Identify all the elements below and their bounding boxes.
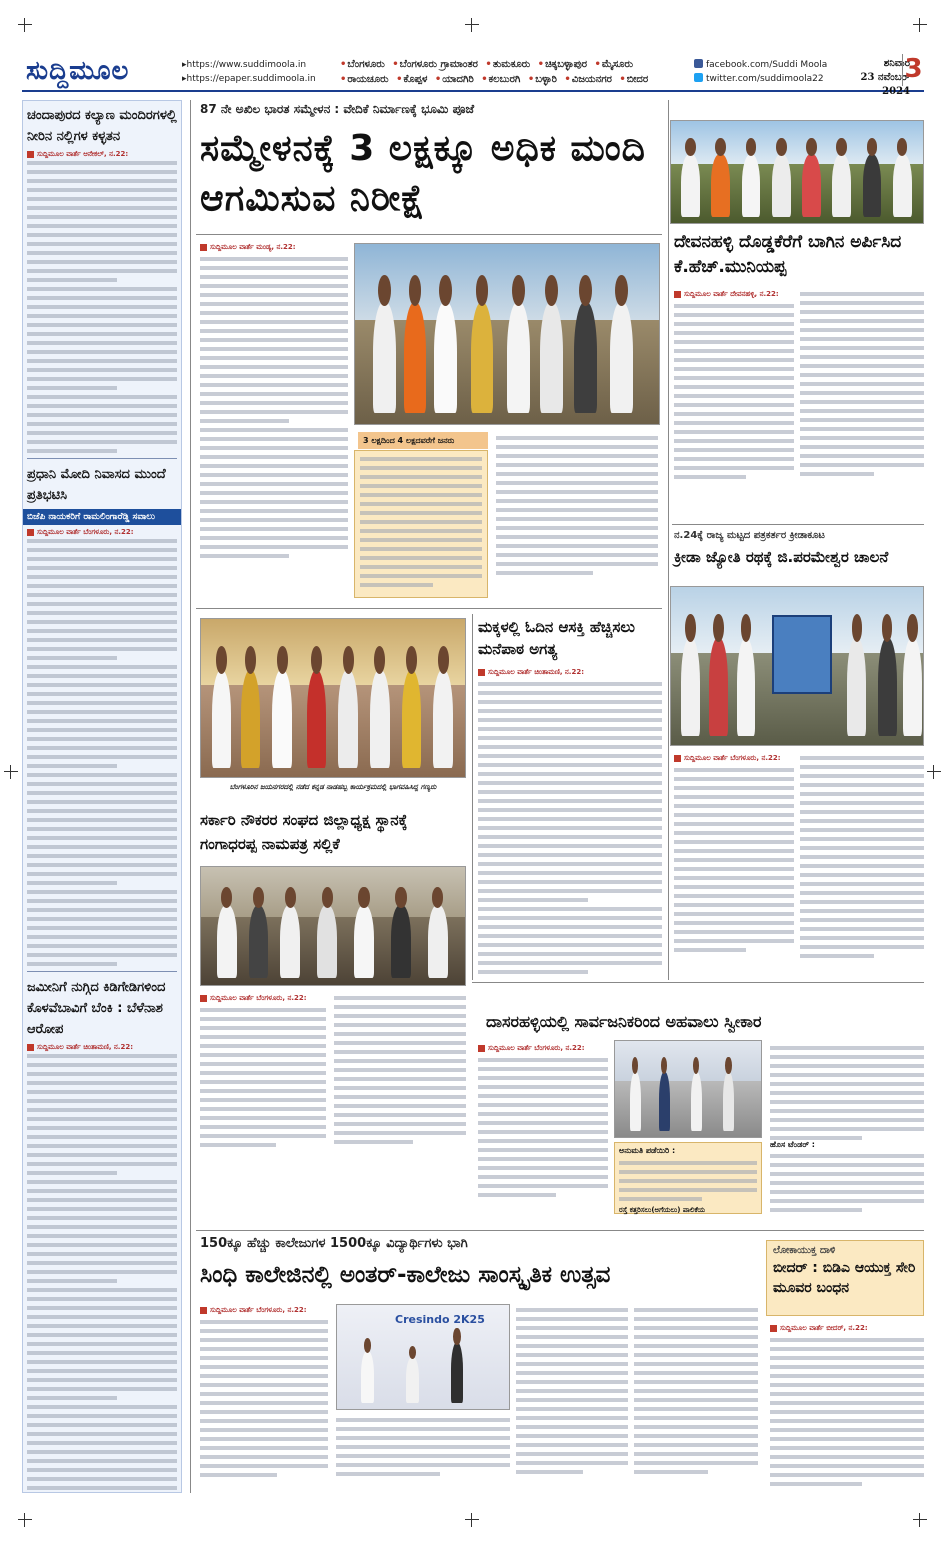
dasara-body-col3 bbox=[770, 1046, 924, 1145]
right-photo-garlands bbox=[670, 120, 924, 224]
left-story3-headline: ಜಮೀನಿಗೆ ನುಗ್ಗಿದ ಕಿಡಿಗೇಡಿಗಳಿಂದ ಕೊಳವೆಬಾವಿಗೆ ಬೆಂಕಿ : ಬೆಳೆನಾಶ ಆರೋಪ bbox=[27, 980, 166, 1037]
facebook-icon bbox=[694, 59, 703, 68]
town: • ಮೈಸೂರು bbox=[595, 59, 634, 70]
dasara-dateline: ಸುದ್ದಿಮೂಲ ವಾರ್ತೆ ಬೆಂಗಳೂರು, ನ.22: bbox=[478, 1044, 585, 1053]
children-headline: ಮಕ್ಕಳಲ್ಲಿ ಓದಿನ ಆಸಕ್ತಿ ಹೆಚ್ಚಿಸಲು ಮನೆಪಾಠ ಅಗತ್ಯ bbox=[478, 618, 635, 658]
dasara-tip-label: ಹೊಸ ಟೆಂಡರ್ : bbox=[770, 1140, 816, 1149]
right2-photo bbox=[670, 586, 924, 746]
bidar-box bbox=[766, 1240, 924, 1316]
right1-dateline: ಸುದ್ದಿಮೂಲ ವಾರ್ತೆ ದೇವನಹಳ್ಳಿ, ನ.22: bbox=[674, 290, 779, 299]
employees-dateline: ಸುದ್ದಿಮೂಲ ವಾರ್ತೆ ಬೆಂಗಳೂರು, ನ.22: bbox=[200, 994, 307, 1003]
article-body bbox=[27, 161, 177, 453]
town: • ತುಮಕೂರು bbox=[485, 59, 530, 70]
website-link[interactable]: ▸ https://www.suddimoola.in bbox=[182, 58, 316, 72]
festival-body-col3 bbox=[516, 1308, 628, 1479]
town: • ಕಲಬುರಗಿ bbox=[481, 74, 520, 85]
twitter-icon bbox=[694, 73, 703, 82]
left-column bbox=[22, 100, 182, 1493]
festival-dateline: ಸುದ್ದಿಮೂಲ ವಾರ್ತೆ ಬೆಂಗಳೂರು, ನ.22: bbox=[200, 1306, 307, 1315]
lead-body-col1 bbox=[200, 257, 348, 563]
festival-kicker: 150ಕ್ಕೂ ಹೆಚ್ಚು ಕಾಲೇಜುಗಳ 1500ಕ್ಕೂ ವಿದ್ಯಾರ್ಥಿಗಳು ಭಾಗಿ bbox=[200, 1236, 468, 1251]
festival-headline: ಸಿಂಧಿ ಕಾಲೇಜಿನಲ್ಲಿ ಅಂತರ್-ಕಾಲೇಜು ಸಾಂಸ್ಕೃತಿಕ ಉತ್ಸವ bbox=[200, 1262, 611, 1288]
page-number: 3 bbox=[902, 54, 924, 86]
left-story3-dateline: ಸುದ್ದಿಮೂಲ ವಾರ್ತೆ ಚಿಂತಾಮಣಿ, ನ.22: bbox=[27, 1043, 177, 1052]
social-links bbox=[694, 58, 827, 86]
weekday: ಶನಿವಾರ bbox=[883, 58, 910, 69]
crop-mark bbox=[913, 18, 927, 32]
employees-photo bbox=[200, 866, 466, 986]
lead-pullquote: 3 ಲಕ್ಷದಿಂದ 4 ಲಕ್ಷದವರೆಗೆ ಜನರು bbox=[358, 432, 488, 449]
edition-towns bbox=[340, 57, 670, 87]
festival-body-col4 bbox=[634, 1308, 758, 1479]
employees-body-col2 bbox=[334, 996, 466, 1149]
newspaper-logo: ಸುದ್ದಿಮೂಲ bbox=[26, 56, 130, 86]
left-story2-subband: ಬಿಜೆಪಿ ನಾಯಕರಿಗೆ ರಾಮಲಿಂಗಾರೆಡ್ಡಿ ಸವಾಲು bbox=[23, 509, 181, 525]
town: • ಯಾದಗಿರಿ bbox=[435, 74, 474, 85]
masthead bbox=[22, 54, 924, 97]
children-dateline: ಸುದ್ದಿಮೂಲ ವಾರ್ತೆ ಚಿಂತಾಮಣಿ, ನ.22: bbox=[478, 668, 584, 677]
bidar-kicker: ಲೋಕಾಯುಕ್ತ ದಾಳಿ bbox=[773, 1245, 836, 1256]
bidar-dateline: ಸುದ್ದಿಮೂಲ ವಾರ್ತೆ ಬೀದರ್, ನ.22: bbox=[770, 1324, 868, 1333]
dasara-photo-meeting bbox=[614, 1040, 762, 1138]
employees-headline: ಸರ್ಕಾರಿ ನೌಕರರ ಸಂಘದ ಜಿಲ್ಲಾಧ್ಯಕ್ಷ ಸ್ಥಾನಕ್ಕೆ ಗಂಗಾಧರಪ್ಪ ನಾಮಪತ್ರ ಸಲ್ಲಿಕೆ bbox=[200, 811, 408, 853]
dasara-body-col4 bbox=[770, 1154, 924, 1217]
employees-body-col1 bbox=[200, 1008, 326, 1152]
bidar-headline: ಬೀದರ್ : ಬಿಡಿಎ ಆಯುಕ್ತ ಸೇರಿ ಮೂವರ ಬಂಧನ bbox=[773, 1260, 916, 1296]
town: • ವಿಜಯನಗರ bbox=[564, 74, 612, 85]
facebook-link[interactable]: facebook.com/Suddi Moola bbox=[706, 60, 828, 70]
crop-mark bbox=[465, 18, 479, 32]
right2-dateline: ಸುದ್ದಿಮೂಲ ವಾರ್ತೆ ಬೆಂಗಳೂರು, ನ.22: bbox=[674, 754, 781, 763]
left-story1-headline: ಚಂದಾಪುರದ ಕಲ್ಯಾಣ ಮಂದಿರಗಳಲ್ಲಿ ನೀರಿನ ನಲ್ಲಿಗಳ ಕಳ್ಳತನ bbox=[27, 108, 177, 144]
dasara-box-footer: ರಸ್ತೆ ಕತ್ತರಿಸಲು(ಅಗೆಯಲು) ಪಾಲಿಕೆಯ bbox=[619, 1206, 706, 1214]
right1-body-col2 bbox=[800, 292, 924, 481]
twitter-link[interactable]: twitter.com/suddimoola22 bbox=[706, 74, 824, 84]
lead-kicker: 87 ನೇ ಅಖಿಲ ಭಾರತ ಸಮ್ಮೇಳನ : ವೇದಿಕೆ ನಿರ್ಮಾಣಕ್ಕೆ ಭೂಮಿ ಪೂಜೆ bbox=[200, 102, 475, 116]
left-story2-headline: ಪ್ರಧಾನಿ ಮೋದಿ ನಿವಾಸದ ಮುಂದೆ ಪ್ರತಿಭಟಿಸಿ bbox=[27, 467, 166, 503]
festival-body-col2 bbox=[336, 1418, 510, 1481]
festival-body-col1 bbox=[200, 1320, 328, 1482]
town: • ರಾಯಚೂರು bbox=[340, 74, 389, 85]
left-story2-dateline: ಸುದ್ದಿಮೂಲ ವಾರ್ತೆ ಬೆಂಗಳೂರು, ನ.22: bbox=[27, 528, 177, 537]
group-photo-caption: ಬೆಂಗಳೂರಿನ ಜಯನಗರದಲ್ಲಿ ನಡೆದ ಕನ್ನಡ ನಾಡಹಬ್ಬ ಕಾರ್ಯಕ್ರಮದಲ್ಲಿ ಭಾಗವಹಿಸಿದ್ದ ಗಣ್ಯರು bbox=[229, 783, 437, 791]
dasara-headline: ದಾಸರಹಳ್ಳಿಯಲ್ಲಿ ಸಾರ್ವಜನಿಕರಿಂದ ಅಹವಾಲು ಸ್ವೀಕಾರ bbox=[486, 1012, 762, 1031]
children-body bbox=[478, 682, 662, 979]
issue-date bbox=[830, 57, 910, 99]
article-body bbox=[27, 539, 177, 966]
town: • ಕೊಪ್ಪಳ bbox=[396, 74, 427, 85]
dasara-info-box bbox=[614, 1142, 762, 1214]
town: • ಬೆಂಗಳೂರು ಗ್ರಾಮಾಂತರ bbox=[392, 59, 478, 70]
town: • ಬೀದರ bbox=[619, 74, 648, 85]
date-text: 23 ನವೆಂಬರ್ 2024 bbox=[860, 72, 910, 97]
right2-body-col2 bbox=[800, 756, 924, 963]
right2-kicker: ನ.24ಕ್ಕೆ ರಾಜ್ಯ ಮಟ್ಟದ ಪತ್ರಕರ್ತರ ಕ್ರೀಡಾಕೂಟ bbox=[674, 530, 825, 541]
dasara-box-label: ಅನುಮತಿ ಪಡೆಯಿರಿ : bbox=[619, 1146, 676, 1155]
town: • ಬಳ್ಳಾರಿ bbox=[528, 74, 557, 85]
crop-mark bbox=[18, 18, 32, 32]
lead-photo-ceremony bbox=[354, 243, 660, 425]
article-body bbox=[27, 1054, 177, 1493]
lead-headline: ಸಮ್ಮೇಳನಕ್ಕೆ 3 ಲಕ್ಷಕ್ಕೂ ಅಧಿಕ ಮಂದಿ ಆಗಮಿಸುವ ನಿರೀಕ್ಷೆ bbox=[200, 128, 646, 219]
group-photo bbox=[200, 618, 466, 778]
web-links bbox=[182, 58, 316, 86]
right2-headline: ಕ್ರೀಡಾ ಜ್ಯೋತಿ ರಥಕ್ಕೆ ಜಿ.ಪರಮೇಶ್ವರ ಚಾಲನೆ bbox=[674, 548, 889, 566]
crop-mark bbox=[465, 1513, 479, 1527]
festival-banner-text: Cresindo 2K25 bbox=[395, 1313, 485, 1326]
right2-body-col1 bbox=[674, 768, 794, 957]
right1-body bbox=[674, 304, 794, 484]
town: • ಬೆಂಗಳೂರು bbox=[340, 59, 385, 70]
right1-headline: ದೇವನಹಳ್ಳಿ ದೊಡ್ಡಕೆರೆಗೆ ಬಾಗಿನ ಅರ್ಪಿಸಿದ ಕೆ.ಹೆಚ್.ಮುನಿಯಪ್ಪ bbox=[674, 232, 902, 277]
crop-mark bbox=[913, 1513, 927, 1527]
dasara-body-col1 bbox=[478, 1058, 608, 1202]
lead-body-col2 bbox=[360, 457, 482, 592]
festival-photo bbox=[336, 1304, 510, 1410]
town: • ಚಿಕ್ಕಬಳ್ಳಾಪುರ bbox=[538, 59, 587, 70]
lead-dateline: ಸುದ್ದಿಮೂಲ ವಾರ್ತೆ ಮಂಡ್ಯ, ನ.22: bbox=[200, 243, 296, 252]
crop-mark bbox=[18, 1513, 32, 1527]
left-story1-dateline: ಸುದ್ದಿಮೂಲ ವಾರ್ತೆ ಆನೇಕಲ್, ನ.22: bbox=[27, 150, 177, 159]
lead-body-col3 bbox=[496, 436, 658, 580]
crop-mark bbox=[927, 765, 941, 779]
epaper-link[interactable]: ▸ https://epaper.suddimoola.in bbox=[182, 72, 316, 86]
bidar-body bbox=[770, 1338, 924, 1491]
crop-mark bbox=[4, 765, 18, 779]
